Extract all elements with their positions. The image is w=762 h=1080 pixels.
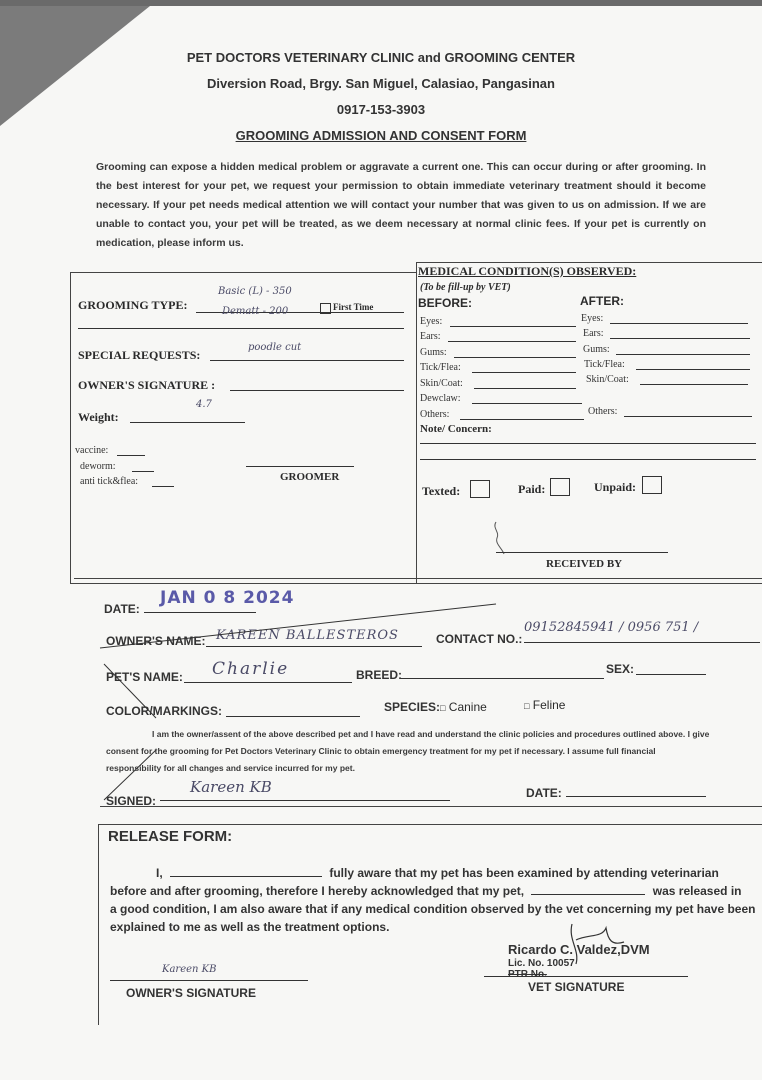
grooming-type-label: GROOMING TYPE: (78, 298, 188, 312)
after-eyes-line[interactable] (610, 323, 748, 324)
before-tick: Tick/Flea: (420, 362, 461, 373)
release-line-2-text: before and after grooming, therefore I hereby acknowledged that my pet, (110, 884, 525, 898)
before-others-line[interactable] (460, 419, 584, 420)
vet-ptr: PTR No. (508, 969, 547, 980)
after-others: Others: (588, 406, 618, 417)
vet-license: Lic. No. 10057 (508, 958, 575, 969)
after-ears: Ears: (583, 328, 604, 339)
paid-label: Paid: (518, 482, 546, 496)
date2-label: DATE: (526, 786, 562, 800)
clinic-phone: 0917-153-3903 (336, 102, 426, 117)
release-title: RELEASE FORM: (108, 828, 233, 845)
clinic-address: Diversion Road, Brgy. San Miguel, Calasiao, Pangasinan (207, 76, 555, 91)
contact-value: 09152845941 / 0956 751 / (524, 620, 699, 635)
release-pet-blank[interactable] (531, 894, 645, 895)
groomer-line[interactable] (246, 466, 354, 467)
species-label: SPECIES: (384, 700, 441, 714)
section-divider (74, 578, 762, 579)
vaccine-label: vaccine: (75, 445, 109, 456)
release-line-3: a good condition, I am also aware that if any medical condition observed by the vet concerning my pet have been explained to me as well as the treatment options. (110, 902, 756, 934)
pen-strokes (96, 600, 516, 820)
after-tick: Tick/Flea: (584, 359, 625, 370)
vet-name: Ricardo C. Valdez,DVM (508, 942, 650, 957)
before-ears-line[interactable] (448, 341, 576, 342)
after-skin-line[interactable] (640, 384, 748, 385)
after-gums: Gums: (583, 344, 610, 355)
sex-line[interactable] (636, 674, 706, 675)
feline-checkbox-icon: □ (524, 701, 530, 711)
vaccine-line[interactable] (117, 455, 145, 456)
weight-value: 4.7 (196, 399, 212, 410)
note-label: Note/ Concern: (420, 423, 492, 435)
date2-line[interactable] (566, 796, 706, 797)
species-feline[interactable] (524, 698, 565, 712)
owner-name-label: OWNER'S NAME: (106, 634, 206, 648)
grooming-type-value-2: Dematt - 200 (222, 306, 289, 317)
texted-checkbox[interactable] (470, 480, 490, 498)
first-time-label: First Time (333, 302, 374, 312)
release-name-blank[interactable] (170, 876, 322, 877)
medical-subtitle: (To be fill-up by VET) (420, 282, 511, 293)
before-dewclaw-line[interactable] (472, 403, 582, 404)
anti-tick-line[interactable] (152, 486, 174, 487)
before-label: BEFORE: (418, 296, 472, 310)
deworm-line[interactable] (132, 471, 154, 472)
unpaid-label: Unpaid: (594, 480, 637, 494)
breed-label: BREED: (356, 668, 403, 682)
special-requests-value: poodle cut (248, 342, 302, 353)
intro-paragraph: Grooming can expose a hidden medical problem or aggravate a current one. This can occur during or after grooming. In the best interest for your pet, we request your permission to obtain immediate veterinary treatment should it become necessary. If your pet needs medical attention we will contact your number that was given to us on admission. If we are unable to contact you, your pet will be treated, as we deem necessary at normal clinic fees. If your pet is currently on medication, please inform us. (96, 161, 706, 249)
clinic-name: PET DOCTORS VETERINARY CLINIC and GROOMING CENTER (186, 50, 576, 65)
special-requests-line[interactable] (210, 360, 404, 361)
after-others-line[interactable] (624, 416, 752, 417)
feline-label: Feline (532, 698, 566, 712)
pet-name-value: Charlie (212, 659, 290, 679)
after-eyes: Eyes: (581, 313, 604, 324)
release-line-1 (110, 864, 762, 882)
owner-sig-label: OWNER'S SIGNATURE (126, 986, 256, 1000)
before-others: Others: (420, 409, 450, 420)
before-skin-line[interactable] (474, 388, 576, 389)
grooming-type-line-2[interactable] (78, 328, 404, 329)
before-tick-line[interactable] (472, 372, 576, 373)
release-line-1-text: fully aware that my pet has been examined by attending veterinarian (329, 866, 719, 880)
note-line-2[interactable] (420, 459, 756, 460)
anti-tick-label: anti tick&flea: (80, 476, 139, 487)
before-ears: Ears: (420, 331, 441, 342)
signed-value: Kareen KB (190, 778, 272, 796)
paid-checkbox[interactable] (550, 478, 570, 496)
after-skin: Skin/Coat: (586, 374, 629, 385)
release-line-2 (110, 882, 762, 900)
before-eyes: Eyes: (420, 316, 443, 327)
before-gums: Gums: (420, 347, 447, 358)
contact-line[interactable] (524, 642, 760, 643)
owner-signature-line[interactable] (230, 390, 404, 391)
groomer-label: GROOMER (280, 471, 340, 483)
weight-label: Weight: (78, 410, 119, 424)
vet-sig-label: VET SIGNATURE (528, 980, 625, 994)
before-gums-line[interactable] (454, 357, 576, 358)
weight-line[interactable] (130, 422, 245, 423)
color-markings-label: COLOR/MARKINGS: (106, 704, 222, 718)
before-skin: Skin/Coat: (420, 378, 463, 389)
owner-name-value: KAREEN BALLESTEROS (216, 628, 399, 643)
release-divider (100, 806, 762, 807)
vet-sig-line[interactable] (484, 976, 688, 977)
note-line-1[interactable] (420, 443, 756, 444)
before-eyes-line[interactable] (450, 326, 576, 327)
received-by-label: RECEIVED BY (546, 558, 623, 570)
first-time-checkbox[interactable] (320, 301, 331, 319)
canine-checkbox-icon: □ (440, 703, 446, 713)
owner-signature-label: OWNER'S SIGNATURE : (78, 378, 216, 392)
date-stamp: JAN 0 8 2024 (160, 588, 295, 608)
date-label: DATE: (104, 602, 140, 616)
signed-label: SIGNED: (106, 794, 157, 808)
texted-label: Texted: (422, 484, 461, 498)
release-i: I, (156, 866, 163, 880)
grooming-box (70, 272, 417, 584)
deworm-label: deworm: (80, 461, 116, 472)
contact-label: CONTACT NO.: (436, 632, 523, 646)
received-by-line[interactable] (496, 552, 668, 553)
release-line-2-end: was released in (652, 884, 742, 898)
special-requests-label: SPECIAL REQUESTS: (78, 348, 201, 362)
owner-sig-line[interactable] (110, 980, 308, 981)
sex-label: SEX: (606, 662, 635, 676)
pet-name-label: PET'S NAME: (106, 670, 183, 684)
owner-sig-value: Kareen KB (162, 964, 217, 975)
grooming-type-value-1: Basic (L) - 350 (218, 286, 292, 297)
before-dewclaw: Dewclaw: (420, 393, 461, 404)
after-label: AFTER: (580, 294, 624, 308)
after-tick-line[interactable] (636, 369, 750, 370)
form-page (0, 6, 762, 1080)
unpaid-checkbox[interactable] (642, 476, 662, 494)
medical-title: MEDICAL CONDITION(S) OBSERVED: (418, 264, 637, 278)
form-title: GROOMING ADMISSION AND CONSENT FORM (235, 128, 527, 143)
after-gums-line[interactable] (616, 354, 750, 355)
canine-label: Canine (448, 700, 487, 714)
consent-paragraph: I am the owner/assent of the above described pet and I have read and understand the clinic policies and procedures outlined above. I give consent for the grooming for Pet Doctors Veterinary Clinic to obtain emergency treatment for my pet if necessary. I assume full financial responsibility for all changes and service incurred for my pet. (106, 729, 710, 773)
after-ears-line[interactable] (610, 338, 750, 339)
